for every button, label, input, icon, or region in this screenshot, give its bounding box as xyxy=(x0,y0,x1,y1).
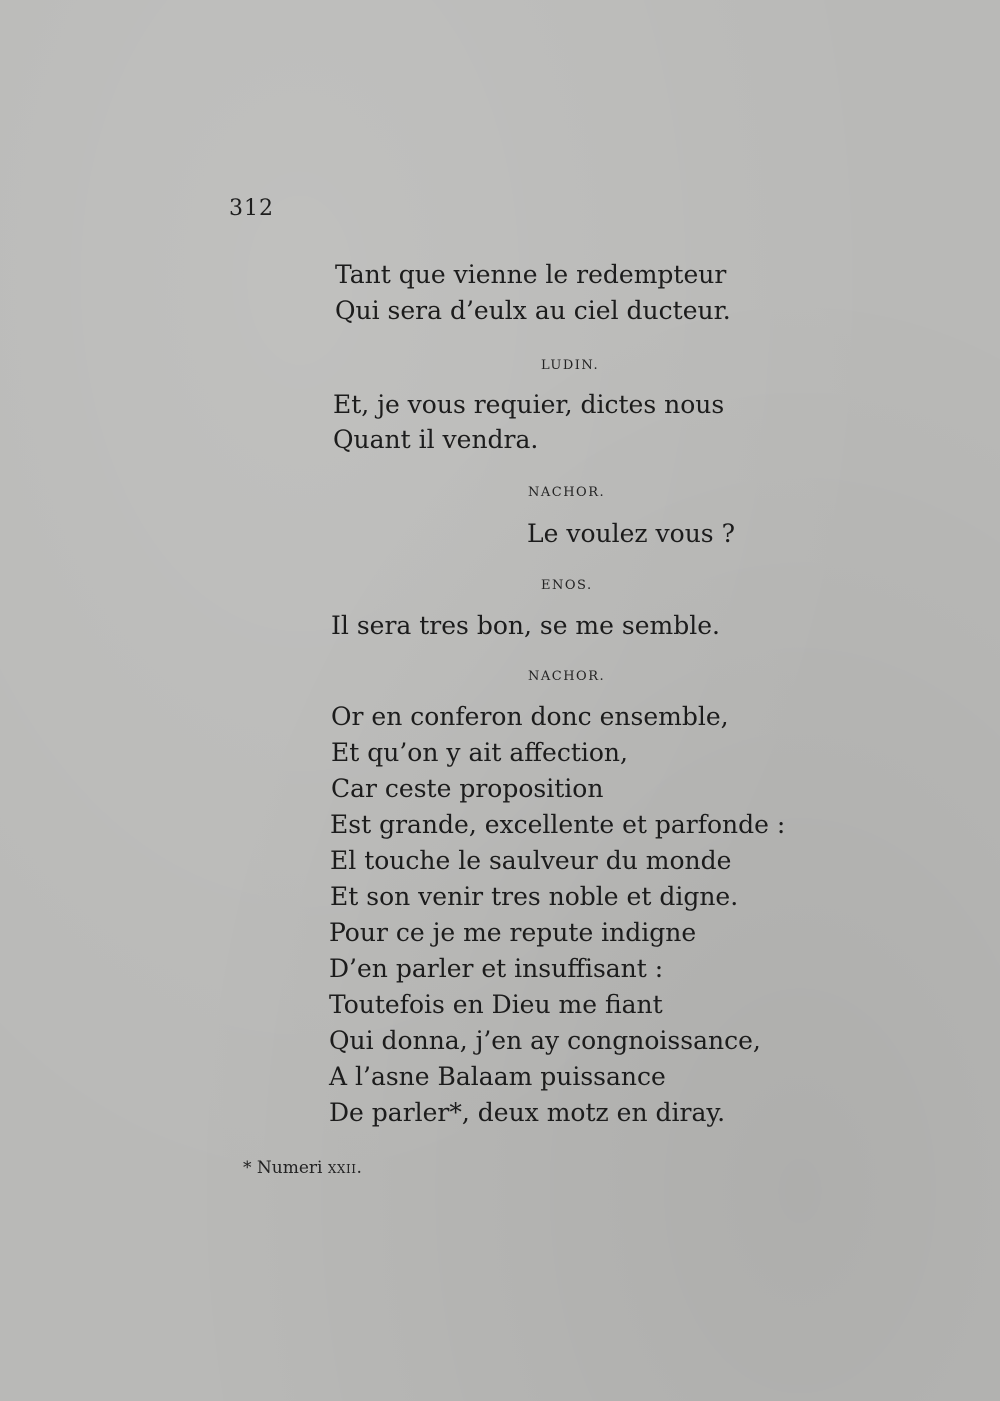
footnote-reference: xxii. xyxy=(327,1158,363,1178)
footnote xyxy=(243,1158,362,1178)
verse-line: Quant il vendra. xyxy=(333,425,539,454)
verse-line: Tant que vienne le redempteur xyxy=(335,260,727,289)
speaker-label: ENOS. xyxy=(541,578,593,593)
verse-line: Qui sera d’eulx au ciel ducteur. xyxy=(335,296,731,325)
verse-line: Et son venir tres noble et digne. xyxy=(330,882,739,911)
verse-line: Le voulez vous ? xyxy=(527,519,735,548)
verse-line: Pour ce je me repute indigne xyxy=(329,918,697,947)
footnote-marker: * xyxy=(243,1158,252,1178)
verse-line: D’en parler et insuffisant : xyxy=(329,954,664,983)
speaker-label: NACHOR. xyxy=(528,669,606,684)
verse-line: Qui donna, j’en ay congnoissance, xyxy=(329,1026,761,1055)
verse-line: Et qu’on y ait affection, xyxy=(331,738,628,767)
verse-line: Car ceste proposition xyxy=(331,774,604,803)
footnote-text: Numeri xyxy=(256,1158,323,1178)
verse-line: Or en conferon donc ensemble, xyxy=(331,702,729,731)
speaker-label: LUDIN. xyxy=(541,358,600,373)
verse-line: Est grande, excellente et parfonde : xyxy=(330,810,786,839)
verse-line: A l’asne Balaam puissance xyxy=(329,1062,666,1091)
speaker-label: NACHOR. xyxy=(528,485,606,500)
verse-line: De parler*, deux motz en diray. xyxy=(329,1098,726,1127)
page-number: 312 xyxy=(229,196,274,221)
verse-line: Il sera tres bon, se me semble. xyxy=(331,611,720,640)
verse-line: Et, je vous requier, dictes nous xyxy=(333,390,725,419)
verse-line: El touche le saulveur du monde xyxy=(330,846,732,875)
verse-line: Toutefois en Dieu me fiant xyxy=(329,990,663,1019)
